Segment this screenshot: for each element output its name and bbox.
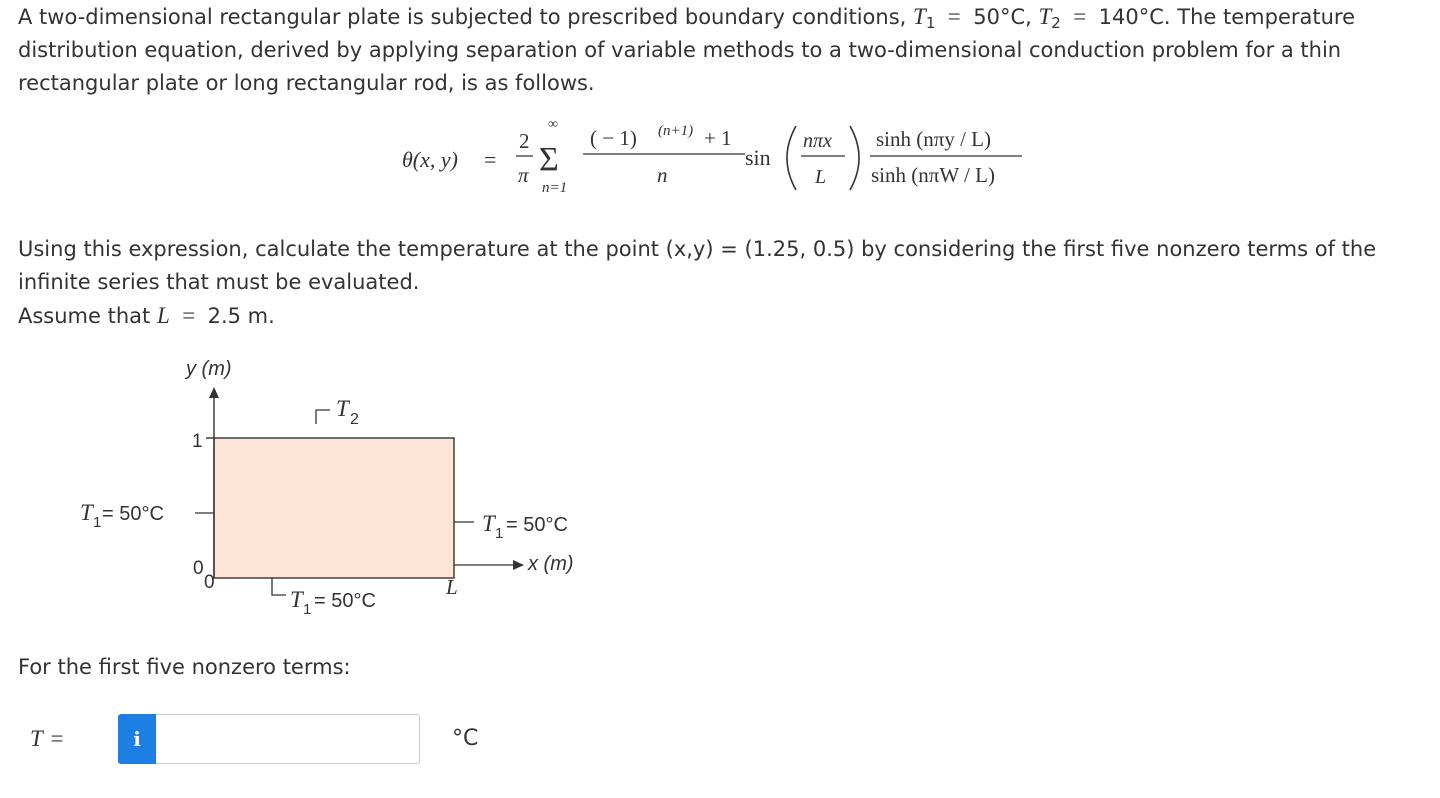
bottom-label-subscript: 1 — [303, 601, 312, 618]
bottom-label-symbol: T — [290, 587, 303, 612]
x-axis-arrow — [513, 560, 524, 570]
frac1-numerator: ( − 1) — [590, 126, 637, 150]
bottom-leader-line — [272, 578, 286, 595]
info-icon[interactable]: i — [118, 714, 156, 764]
sum-symbol: Σ — [539, 141, 559, 178]
right-label-symbol: T — [482, 511, 495, 536]
sum-upper: ∞ — [548, 117, 558, 132]
answer-prompt: For the first five nonzero terms: — [18, 655, 351, 679]
frac3-numerator: sinh (nπy / L) — [876, 127, 992, 151]
top-leader-line — [316, 410, 330, 424]
coef-denominator: π — [518, 163, 529, 187]
assume-prefix: Assume that — [18, 304, 151, 328]
plate-diagram — [0, 350, 700, 630]
frac1-numerator-tail: + 1 — [704, 126, 732, 150]
t1-symbol: T — [913, 4, 926, 29]
answer-unit: °C — [452, 726, 479, 751]
assume-value: 2.5 m. — [207, 304, 275, 328]
top-label-symbol: T — [336, 396, 349, 421]
frac2-denominator: L — [815, 166, 827, 188]
problem-intro: A two-dimensional rectangular plate is subjected to prescribed boundary conditions, $T_1 = 50^\circ C$, $T_2 = 140^\circ C$. The temperature distribution equation, derived by applying separation of variable methods to a two-dimensional conduction problem for a thin rectangular plate or long rectangular rod, is as follows. — [18, 4, 1356, 95]
answer-equals: = — [50, 726, 64, 751]
right-label-value: = 50°C — [506, 514, 568, 536]
bottom-label-value: = 50°C — [314, 590, 376, 612]
left-label-value: = 50°C — [102, 503, 164, 525]
answer-label — [30, 724, 63, 752]
t1-subscript: 1 — [925, 14, 936, 32]
equation-equals: = — [484, 147, 497, 172]
top-label-subscript: 2 — [350, 411, 359, 428]
origin-x-label: 0 — [204, 572, 215, 593]
origin-y-label: 0 — [193, 558, 204, 579]
problem-instruction: Using this expression, calculate the temperature at the point (x,y) = (1.25, 0.5) by considering the first five nonzero terms of the infinite series that must be evaluated. — [18, 237, 1377, 294]
y-axis-label: y (m) — [186, 358, 232, 380]
left-paren — [787, 126, 796, 190]
assume-line: Assume that L = 2.5 m. — [18, 303, 275, 328]
frac3-denominator: sinh (nπW / L) — [871, 163, 995, 187]
right-paren — [850, 126, 859, 190]
assume-symbol: L — [156, 303, 170, 328]
temperature-answer-input[interactable] — [156, 714, 420, 764]
t2-symbol: T — [1038, 4, 1052, 29]
frac1-denominator: n — [657, 163, 668, 187]
x-axis-label: x (m) — [528, 553, 574, 575]
sin-function: sin — [745, 145, 771, 170]
t2-subscript: 2 — [1051, 14, 1061, 32]
temperature-equation — [0, 110, 1100, 210]
left-label-subscript: 1 — [93, 514, 102, 531]
frac2-numerator: nπx — [803, 130, 832, 152]
y-axis-arrow — [209, 387, 219, 398]
plate-rectangle — [214, 438, 454, 578]
intro-rest: The temperature distribution equation, derived by applying separation of variable methods to a two-dimensional conduction problem for a thin rectangular plate or long rectangular rod, is as follows. — [18, 5, 1356, 95]
frac1-exponent: (n+1) — [658, 123, 694, 139]
left-label-symbol: T — [80, 500, 93, 525]
t1-value: 50°C, — [973, 5, 1032, 29]
intro-text: A two-dimensional rectangular plate is subjected to prescribed boundary conditions, — [18, 5, 907, 29]
equation-lhs: θ(x, y) — [402, 147, 458, 172]
right-label-subscript: 1 — [495, 525, 504, 542]
coef-numerator: 2 — [519, 129, 530, 153]
answer-symbol: T — [30, 726, 43, 751]
sum-lower: n=1 — [542, 180, 568, 196]
y-tick-1: 1 — [192, 431, 203, 452]
x-tick-L: L — [446, 575, 458, 599]
t2-value: 140°C. — [1098, 5, 1171, 29]
